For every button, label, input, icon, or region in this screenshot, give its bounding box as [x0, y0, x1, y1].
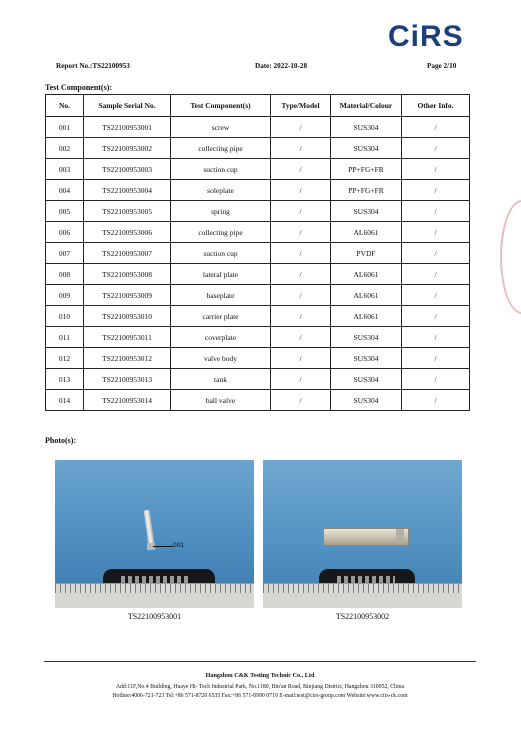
cell-other: / — [402, 264, 470, 285]
cell-component: soleplate — [171, 180, 271, 201]
cell-material: SUS304 — [331, 201, 402, 222]
cell-other: / — [402, 201, 470, 222]
report-date: Date: 2022-10-28 — [255, 62, 308, 70]
cell-material: SUS304 — [331, 390, 402, 411]
cell-serial: TS22100953006 — [84, 222, 171, 243]
cell-other: / — [402, 306, 470, 327]
cell-other: / — [402, 117, 470, 138]
cell-other: / — [402, 138, 470, 159]
cell-material: AL6061 — [331, 264, 402, 285]
table-header-row — [46, 95, 470, 117]
cell-other: / — [402, 327, 470, 348]
callout-line — [153, 546, 173, 547]
cell-no: 011 — [46, 327, 84, 348]
cell-type: / — [271, 264, 331, 285]
cell-type: / — [271, 327, 331, 348]
cell-component: coverplate — [171, 327, 271, 348]
cell-no: 008 — [46, 264, 84, 285]
cell-serial: TS22100953003 — [84, 159, 171, 180]
cell-material: SUS304 — [331, 327, 402, 348]
cell-type: / — [271, 159, 331, 180]
table-row — [46, 348, 470, 369]
photos-title: Photo(s): — [45, 436, 77, 445]
cell-type: / — [271, 138, 331, 159]
table-row — [46, 390, 470, 411]
cell-serial: TS22100953013 — [84, 369, 171, 390]
cell-component: tank — [171, 369, 271, 390]
measuring-ruler — [55, 583, 254, 608]
cell-material: AL6061 — [331, 285, 402, 306]
col-serial: Sample Serial No. — [84, 95, 171, 117]
col-component: Test Component(s) — [171, 95, 271, 117]
cell-material: AL6061 — [331, 222, 402, 243]
footer-address: Add:11F,No.4 Building, Huaye Hi- Tech Industrial Park, No.1180, Bin'an Road, Binjiang District, Hangzhou 310052, China — [115, 684, 405, 690]
cell-no: 014 — [46, 390, 84, 411]
cell-type: / — [271, 201, 331, 222]
cell-no: 001 — [46, 117, 84, 138]
cell-component: collecting pipe — [171, 138, 271, 159]
cell-type: / — [271, 285, 331, 306]
cell-other: / — [402, 285, 470, 306]
cell-other: / — [402, 243, 470, 264]
table-row — [46, 159, 470, 180]
test-components-title: Test Component(s): — [45, 83, 113, 92]
cell-no: 004 — [46, 180, 84, 201]
cell-other: / — [402, 180, 470, 201]
cell-material: PP+FG+FR — [331, 159, 402, 180]
cell-other: / — [402, 348, 470, 369]
cell-serial: TS22100953011 — [84, 327, 171, 348]
table-row — [46, 285, 470, 306]
footer-divider — [44, 661, 476, 662]
cell-other: / — [402, 369, 470, 390]
cell-no: 010 — [46, 306, 84, 327]
screw-sample — [144, 510, 155, 545]
cell-type: / — [271, 369, 331, 390]
footer-contact: Hotline:4006-721-723 Tel:+86 571-8720 6535 Fax:+86 571-8990 0719 E-mail:test@cirs-group.com Website:www.cirs-ck.com — [112, 693, 408, 699]
cell-component: lateral plate — [171, 264, 271, 285]
cell-component: suction cup — [171, 243, 271, 264]
cell-material: PVDF — [331, 243, 402, 264]
cell-serial: TS22100953012 — [84, 348, 171, 369]
cell-no: 012 — [46, 348, 84, 369]
cell-material: SUS304 — [331, 117, 402, 138]
measuring-ruler — [263, 583, 462, 608]
cell-material: AL6061 — [331, 306, 402, 327]
cell-type: / — [271, 180, 331, 201]
callout-label: 001 — [173, 542, 184, 549]
cell-type: / — [271, 117, 331, 138]
cell-material: SUS304 — [331, 138, 402, 159]
cell-component: collecting pipe — [171, 222, 271, 243]
cell-material: SUS304 — [331, 348, 402, 369]
cell-component: baseplate — [171, 285, 271, 306]
cell-no: 002 — [46, 138, 84, 159]
pipe-end — [396, 529, 404, 543]
col-other: Other Info. — [402, 95, 470, 117]
cell-component: ball valve — [171, 390, 271, 411]
cell-serial: TS22100953010 — [84, 306, 171, 327]
table-row — [46, 180, 470, 201]
cell-component: suction cup — [171, 159, 271, 180]
photo-sample-001 — [55, 460, 254, 608]
photo-sample-002 — [263, 460, 462, 608]
table-row — [46, 327, 470, 348]
cell-no: 005 — [46, 201, 84, 222]
cell-component: spring — [171, 201, 271, 222]
table-row — [46, 264, 470, 285]
cirs-logo: CiRS — [388, 20, 464, 53]
cell-serial: TS22100953001 — [84, 117, 171, 138]
col-no: No. — [46, 95, 84, 117]
photo-caption-1: TS22100953001 — [127, 612, 182, 621]
cell-serial: TS22100953008 — [84, 264, 171, 285]
cell-no: 009 — [46, 285, 84, 306]
cell-serial: TS22100953014 — [84, 390, 171, 411]
cell-type: / — [271, 222, 331, 243]
table-row — [46, 222, 470, 243]
cell-component: carrier plate — [171, 306, 271, 327]
cell-no: 013 — [46, 369, 84, 390]
footer-company: Hangzhou C&K Testing Technic Co., Ltd — [205, 672, 315, 679]
cell-type: / — [271, 306, 331, 327]
cell-serial: TS22100953004 — [84, 180, 171, 201]
col-material: Material/Colour — [331, 95, 402, 117]
cell-serial: TS22100953005 — [84, 201, 171, 222]
table-row — [46, 369, 470, 390]
cell-serial: TS22100953002 — [84, 138, 171, 159]
cell-other: / — [402, 390, 470, 411]
table-row — [46, 138, 470, 159]
report-number: Report No.:TS22100953 — [56, 62, 130, 70]
cell-type: / — [271, 348, 331, 369]
cell-type: / — [271, 390, 331, 411]
cell-no: 006 — [46, 222, 84, 243]
cell-serial: TS22100953009 — [84, 285, 171, 306]
cell-material: SUS304 — [331, 369, 402, 390]
cell-component: screw — [171, 117, 271, 138]
cell-other: / — [402, 159, 470, 180]
photo-caption-2: TS22100953002 — [335, 612, 390, 621]
table-row — [46, 201, 470, 222]
cell-serial: TS22100953007 — [84, 243, 171, 264]
table-row — [46, 306, 470, 327]
table-row — [46, 243, 470, 264]
cell-material: PP+FG+FR — [331, 180, 402, 201]
cell-component: valve body — [171, 348, 271, 369]
page-number: Page 2/10 — [427, 62, 457, 70]
col-type: Type/Model — [271, 95, 331, 117]
seal-stamp — [500, 200, 521, 314]
table-row — [46, 117, 470, 138]
test-components-table — [45, 94, 470, 411]
cell-no: 007 — [46, 243, 84, 264]
cell-no: 003 — [46, 159, 84, 180]
cell-type: / — [271, 243, 331, 264]
cell-other: / — [402, 222, 470, 243]
